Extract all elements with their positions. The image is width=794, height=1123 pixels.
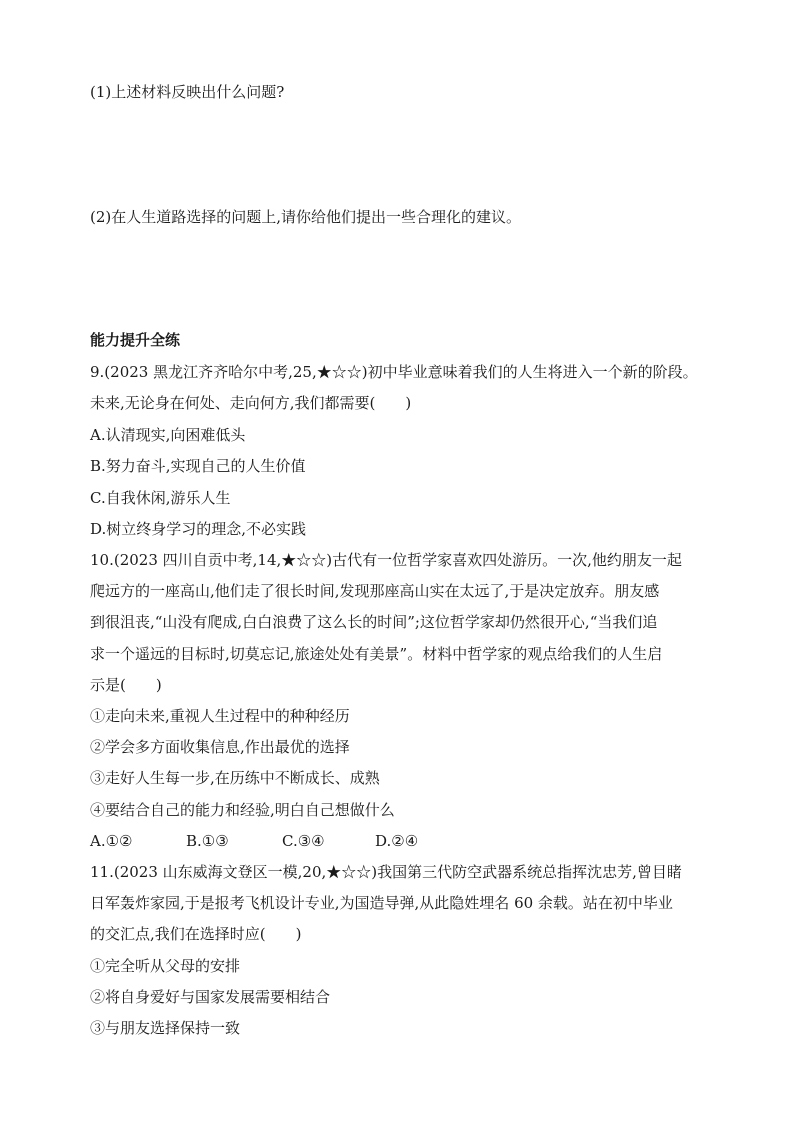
question-10-option-d: D.②④ xyxy=(375,832,419,850)
question-10-option-b: B.①③ xyxy=(186,832,229,850)
question-10-statement-2: ②学会多方面收集信息,作出最优的选择 xyxy=(90,738,350,756)
question-11-statement-1: ①完全听从父母的安排 xyxy=(90,957,241,975)
question-10-statement-3: ③走好人生每一步,在历练中不断成长、成熟 xyxy=(90,769,380,787)
question-11-statement-3: ③与朋友选择保持一致 xyxy=(90,1019,241,1037)
question-11-statement-2: ②将自身爱好与国家发展需要相结合 xyxy=(90,988,331,1006)
question-10-statement-1: ①走向未来,重视人生过程中的种种经历 xyxy=(90,707,350,725)
question-10-option-a: A.①② xyxy=(90,832,133,850)
question-9-line-2: 未来,无论身在何处、走向何方,我们都需要( ) xyxy=(90,394,412,412)
sub-question-2: (2)在人生道路选择的问题上,请你给他们提出一些合理化的建议。 xyxy=(90,208,522,226)
question-11-line-2: 日军轰炸家园,于是报考飞机设计专业,为国造导弹,从此隐姓埋名 60 余载。站在初中毕业 xyxy=(90,894,673,912)
question-10-statement-4: ④要结合自己的能力和经验,明白自己想做什么 xyxy=(90,801,395,819)
section-heading: 能力提升全练 xyxy=(90,331,181,349)
question-9-option-a: A.认清现实,向困难低头 xyxy=(90,426,246,444)
question-10-line-2: 爬远方的一座高山,他们走了很长时间,发现那座高山实在太远了,于是决定放弃。朋友感 xyxy=(90,582,660,600)
question-11-line-1: 11.(2023 山东威海文登区一模,20,★☆☆)我国第三代防空武器系统总指挥沈忠芳,曾目睹 xyxy=(90,863,682,881)
question-9-option-d: D.树立终身学习的理念,不必实践 xyxy=(90,520,307,538)
question-9-option-b: B.努力奋斗,实现自己的人生价值 xyxy=(90,457,306,475)
question-9-line-1: 9.(2023 黑龙江齐齐哈尔中考,25,★☆☆)初中毕业意味着我们的人生将进入一个新的阶段。 xyxy=(90,363,698,381)
question-10-line-1: 10.(2023 四川自贡中考,14,★☆☆)古代有一位哲学家喜欢四处游历。一次,他约朋友一起 xyxy=(90,551,682,569)
question-9-option-c: C.自我休闲,游乐人生 xyxy=(90,489,231,507)
question-10-line-3: 到很沮丧,“山没有爬成,白白浪费了这么长的时间”;这位哲学家却仍然很开心,“当我们追 xyxy=(90,613,658,631)
sub-question-1: (1)上述材料反映出什么问题? xyxy=(90,83,285,101)
question-10-option-c: C.③④ xyxy=(282,832,325,850)
question-10-options xyxy=(90,831,490,851)
question-10-line-4: 求一个遥远的目标时,切莫忘记,旅途处处有美景”。材料中哲学家的观点给我们的人生启 xyxy=(90,645,663,663)
question-10-line-5: 示是( ) xyxy=(90,676,162,694)
question-11-line-3: 的交汇点,我们在选择时应( ) xyxy=(90,925,302,943)
